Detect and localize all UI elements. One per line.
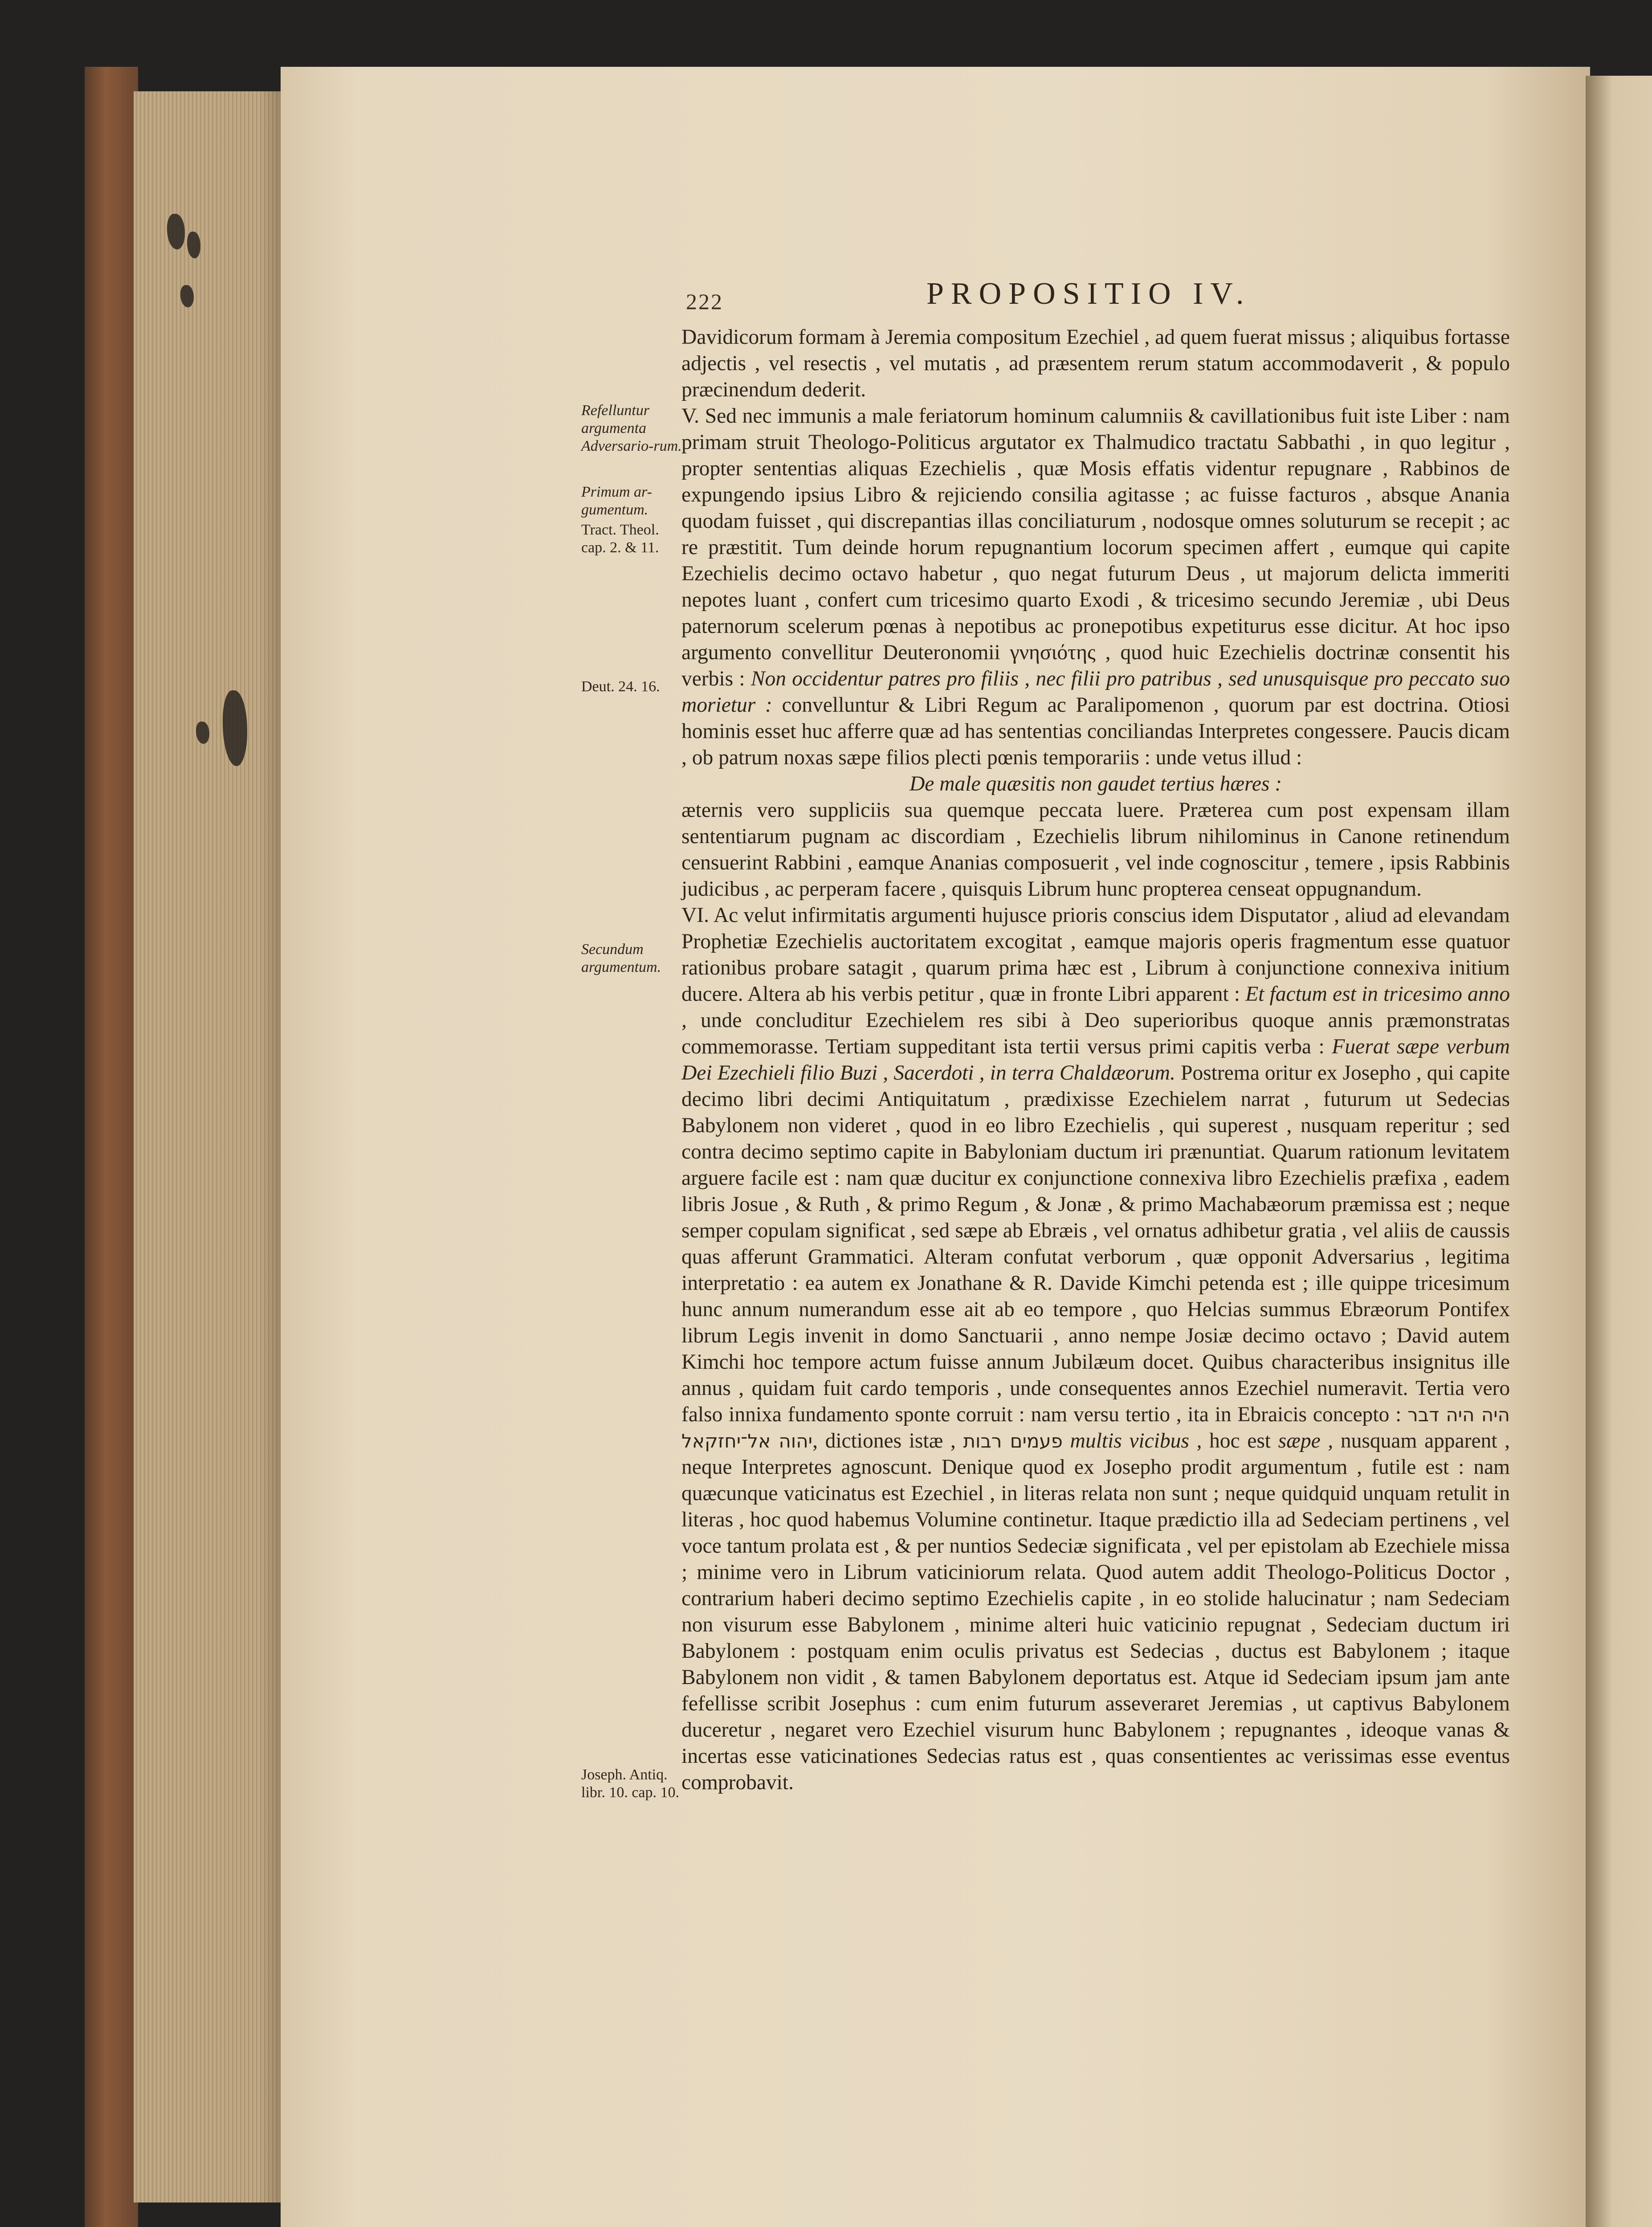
hebrew-phrase: פעמים רבות (963, 1430, 1063, 1452)
paragraph-vi (681, 902, 1510, 1796)
intro-paragraph: Davidicorum formam à Jeremia compositum Ezechiel , ad quem fuerat missus ; aliquibus fortasse adjectis , vel resectis , vel mutatis , ad præsentem rerum statum accommodaverit , & populo præcinendum dederit. (681, 326, 1510, 401)
margin-note-secundum: Secundum argumentum. (581, 941, 661, 975)
page-number: 222 (686, 289, 723, 314)
paragraph-v-continuation: convelluntur & Libri Regum ac Paralipomenon , quorum par est doctrina. Otiosi hominis esset huc afferre quæ ad has sententias conciliandas Interpretes congessere. Paucis dicam , ob patrum noxas sæpe filios plecti pœnis temporariis : unde vetus illud : (681, 693, 1510, 769)
quote-multis-vicibus: multis vicibus , (1070, 1429, 1202, 1452)
facing-page-edge (1586, 76, 1652, 2227)
paragraph-vi-text: nusquam apparent , neque Interpretes agnoscunt. Denique quod ex Josepho prodit argumentum , futile est : nam quæcunque vaticinatus est Ezechiel , in literas relata non sunt ; neque quidquid unquam retulit in literas , hoc quod habemus Volumine continetur. Itaque prædictio illa ad Sedeciam pertinens , vel voce tantum prolata est , & per nuntios Sedeciæ significata , vel per epistolam ab Ezechiele missa ; minime vero in Librum vaticiniorum relata. Quod autem addit Theologo-Politicus Doctor , contrarium haberi decimo septimo Ezechielis capite , in eo stolide halucinatur ; nam Sedeciam non visurum esse Babylonem , minime alteri huic vaticinio repugnat , Sedeciam ductum iri Babylonem : postquam enim oculis privatus est Sedecias , ductus est Babylonem ; itaque Babylonem non vidit , & tamen Babylonem deportatus est. Atque id Sedeciam ipsum jam ante fefellisse scribit Josephus : cum enim futurum asseveraret Jeremias , ut captivus Babylonem duceretur , negaret vero Ezechiel visurum hunc Babylonem ; repugnantes , ideoque vanas & incertas esse vaticinationes Sedecias ratus est , quas consentientes ac verissimas esse eventus comprobavit. (681, 1429, 1510, 1794)
quote-factum-est: Et factum est in tricesimo anno , (681, 983, 1510, 1032)
verse-quote: De male quæsitis non gaudet tertius hæres : (909, 772, 1282, 795)
paragraph-vi-text: VI. Ac velut infirmitatis argumenti hujusce prioris conscius idem Disputator , aliud ad elevandam Prophetiæ Ezechielis auctoritatem excogitat , eamque majoris operis fragmentum esse quatuor rationibus probare satagit , quarum prima hæc est , Librum à conjunctione connexiva initium ducere. Altera ab his verbis petitur , quæ in fronte Libri apparent : (681, 904, 1510, 1006)
paragraph-v (681, 403, 1510, 771)
paragraph-vi-text: Postrema oritur ex Josepho , qui capite decimo libri decimi Antiquitatum , prædixisse Ezechielem narrat , futurum ut Sedecias Babylonem non videret , quod in eo libro Ezechielis , qui superest , nusquam reperitur ; sed contra decimo septimo capite in Babyloniam ductum iri prænuntiat. Quarum rationum levitatem arguere facile est : nam quæ ducitur ex conjunctione connexiva libro Ezechielis præfixa , eadem libris Josue , & Ruth , & primo Regum , & Jonæ , & primo Machabæorum præmissa est ; neque semper copulam significat , sed sæpe ab Ebræis , vel ornatus adhibetur gratia , vel aliis de caussis quas afferunt Grammatici. Alteram confutat verborum , quæ opponit Adversarius , legitima interpretatio : ea autem ex Jonathane & R. Davide Kimchi petenda est ; ille quippe tricesimum hunc annum numerandum esse ait ab eo tempore , quo Helcias summus Ebræorum Pontifex librum Legis invenit in domo Sanctuarii , anno nempe Josiæ decimo octavo ; David autem Kimchi hoc tempore actum fuisse annum Jubilæum docet. Quibus characteribus insignitus ille annus , quidam fuit cardo temporis , unde consequentes annos Ezechiel numeravit. Tertia vero falso innixa fundamento sponte corruit : nam versu tertio , ita in Ebraicis concepto : (681, 1061, 1510, 1426)
page-title: PROPOSITIO IV. (926, 277, 1251, 311)
paragraph-vi-text: unde concluditur Ezechielem res sibi à Deo superioribus quoque annis præmonstratas commemorasse. Tertiam suppeditant ista tertii versus primi capitis verba : (681, 1009, 1510, 1058)
paragraph-v-text: V. Sed nec immunis a male feriatorum hominum calumniis & cavillationibus fuit iste Liber : nam primam struit Theologo-Politicus argutator ex Thalmudico tractatu Sabbathi , in quo legitur , propter sententias aliquas Ezechielis , quæ Mosis effatis videntur repugnare , Rabbinos de expungendo ipsius Libro & rejiciendo consilia agitasse ; ac fuisse facturos , absque Anania quodam fuisset , qui discrepantias illas conciliaturum , nodosque omnes soluturum se recepit ; ac re præstitit. Tum deinde horum repugnantium locorum specimen affert , eumque qui capite Ezechielis decimo octavo habetur , quo negat futurum Deus , ut majorum delicta immeriti nepotes luant , confert cum tricesimo quarto Exodi , & tricesimo secundo Jeremiæ , ubi Deus paternorum scelerum pœnas à nepotibus ac pronepotibus expetiturus esse dicitur. At hoc ipso argumento convellitur Deuteronomii γνησιότης , quod huic Ezechielis doctrinæ consentit his verbis : (681, 404, 1510, 690)
hebrew-phrase: היה היה דבר יהוה אל־יחזקאל (681, 1404, 1510, 1452)
paragraph-v-end: æternis vero suppliciis sua quemque peccata luere. Præterea cum post expensam illam sententiarum pugnam ac discordiam , Ezechielis librum nihilominus in Canone retinendum censuerint Rabbini , eamque Ananias composuerit , vel inde cognoscitur , temere , ipsis Rabbinis judicibus , ac perperam facere , quisquis Librum hunc propterea censeat oppugnandum. (681, 799, 1510, 901)
margin-note-primum: Primum ar-gumentum. (581, 484, 652, 518)
running-head (686, 276, 1546, 316)
deuteronomy-quote: Non occidentur patres pro filiis , nec filii pro patribus , sed unusquisque pro peccato suo morietur : (681, 667, 1510, 717)
main-text (681, 324, 1510, 1796)
margin-note-refelluntur: Refelluntur argumenta Adversario-rum. (581, 402, 682, 454)
margin-note-deut: Deut. 24. 16. (581, 678, 660, 695)
quote-saepe: sæpe , (1278, 1429, 1334, 1452)
paragraph-vi-text: , dictiones istæ , (812, 1429, 956, 1452)
margin-note-joseph: Joseph. Antiq. libr. 10. cap. 10. (581, 1766, 680, 1801)
quote-fuerat: Fuerat sæpe verbum Dei Ezechieli filio Buzi , Sacerdoti , in terra Chaldæorum. (681, 1035, 1510, 1085)
book-binding-edge (85, 67, 138, 2227)
margin-note-tract-theol: Tract. Theol. cap. 2. & 11. (581, 522, 659, 556)
paragraph-vi-text: hoc est (1209, 1429, 1271, 1452)
